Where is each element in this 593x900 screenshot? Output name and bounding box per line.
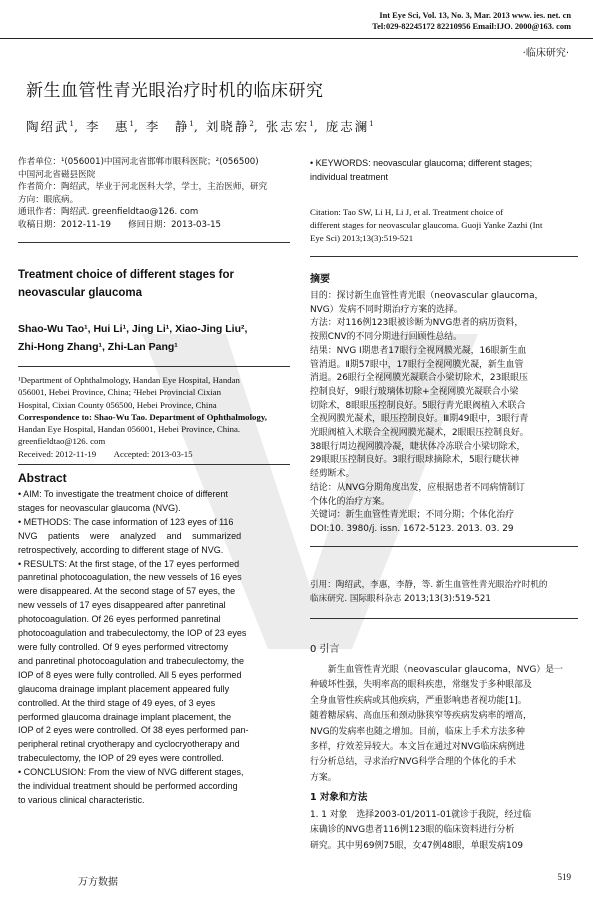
zhaiyao-line: 结论：从NVG分期角度出发，应根据患者不同病情制订 [310,482,525,493]
zhaiyao-line: NVG）发病不同时期治疗方案的选择。 [310,304,463,315]
english-title [18,266,290,302]
en-affil-line: Handan Eye Hospital, Handan 056001, Hebei Province, China. [18,424,241,435]
abstract-line: photocoagulation. Of 26 eyes performed panretinal [18,614,221,625]
intro-line: 种破坏性强，失明率高的眼科疾患，常继发于多种眼部及 [310,680,532,691]
zhaiyao-line: 切除术，8眼眼压控制良好。5眼行青光眼阀植入术联合 [310,400,526,411]
intro-line: NVG的发病率也随之增加。目前，临床上手术方法多种 [310,726,525,737]
zhaiyao-line: 个体化的治疗方案。 [310,496,390,507]
methods-heading: 1 对象和方法 [310,792,368,803]
author-sup: 1 [369,119,374,128]
citation-line: different stages for neovascular glaucoma. Guoji Yanke Zazhi (Int [310,220,543,230]
zhaiyao-line: 控制良好，9眼行玻璃体切除+全视网膜光凝联合小梁 [310,386,519,397]
abstract-line: peripheral retinal cryotherapy and cyclocryotherapy and [18,739,240,750]
author-name: 刘晓静 [205,119,250,134]
intro-body [310,663,578,786]
divider [310,618,578,619]
citation-cn-line: 临床研究. 国际眼科杂志 2013;13(3):519-521 [310,594,491,604]
citation-line: Eye Sci) 2013;13(3):519-521 [310,233,414,243]
divider [18,242,290,243]
zhaiyao-line: 光眼阀植入术联合全视网膜光凝术，2眼眼压控制良好。 [310,428,529,439]
section-tag: ·临床研究· [522,48,569,59]
methods-body [310,808,578,854]
abstract-line: • AIM: To investigate the treatment choice of different [18,489,228,499]
affil-cn-line: 方向：眼底病。 [18,194,79,205]
en-title-line: Treatment choice of different stages for [18,269,234,281]
zhaiyao-body [310,290,578,537]
zhaiyao-heading: 摘要 [310,274,330,285]
intro-heading: 0 引言 [310,644,340,655]
divider [310,546,578,547]
zhaiyao-line: 目的：探讨新生血管性青光眼（neovascular glaucoma， [310,291,544,301]
intro-line: 全身血管性疾病或其他疾病，严重影响患者视功能[1]。 [310,695,527,706]
abstract-line: glaucoma drainage implant placement appeared fully [18,683,230,694]
intro-line: 随着糖尿病、高血压和颈动脉狭窄等疾病发病率的增高， [310,711,532,722]
citation-cn-line: 引用：陶绍武，李惠，李静，等. 新生血管性青光眼治疗时机的 [310,580,548,590]
authors-cn: 陶绍武$^1$, 李 惠$^1$, 李 静$^1$, 刘晓静$^2$, 张志宏$^1$, 庞志澜$^1$ [26,119,374,134]
abstract-line: IOP of 2 eyes were controlled. Of 38 eyes performed pan- [18,725,249,736]
abstract-line: controlled. At the third stage of 49 eyes, of 3 eyes [18,697,216,708]
en-author-line: Shao-Wu Tao¹, Hui Li¹, Jing Li¹, Xiao-Jing Liu², [18,323,248,335]
zhaiyao-line: 方法：对116例123眼被诊断为NVG患者的病历资料， [310,318,524,329]
affil-cn-line: 收稿日期：2012-11-19 修回日期：2013-03-15 [18,219,222,230]
affil-cn-line: 中国河北省磁县医院 [18,169,96,180]
methods-line: 1. 1 对象 选择2003-01/2011-01就诊于我院，经过临 [310,810,532,820]
zhaiyao-line: 29眼眼压控制良好。3眼行眼球摘除术，5眼行睫状神 [310,455,519,466]
abstract-line: performed glaucoma drainage implant placement, the [18,711,232,722]
zhaiyao-line: 消退。26眼行全视网膜光凝联合小梁切除术，23眼眼压 [310,373,528,384]
abstract-line: stages for neovascular glaucoma (NVG). [18,502,181,513]
author-sup: 1 [69,119,74,128]
contact-line: Tel:029-82245172 82210956 Email:IJO. 2000@163. com [372,22,571,31]
abstract-line: • METHODS: The case information of 123 eyes of 116 [18,516,234,527]
citation-cn [310,578,578,606]
en-affil-line: Received: 2012-11-19 Accepted: 2013-03-15 [18,448,193,459]
en-title-line: neovascular glaucoma [18,287,142,299]
abstract-line: retrospectively, according to different stage of NVG. [18,544,224,555]
abstract-body [18,488,290,808]
en-affil-line: ¹Department of Ophthalmology, Handan Eye Hospital, Handan [18,375,240,385]
affiliation-cn [18,156,290,232]
correspondence-line: Correspondence to: Shao-Wu Tao. Department of Ophthalmology, [18,411,267,422]
abstract-line: to various clinical characteristic. [18,794,145,805]
en-author-line: Zhi-Hong Zhang¹, Zhi-Lan Pang¹ [18,341,178,353]
author-sup: 1 [309,119,314,128]
en-affil-line: Hospital, Cixian County 056500, Hebei Province, China [18,399,217,410]
keywords-en [310,157,578,185]
author-name: 庞志澜 [325,119,370,134]
abstract-line: trabeculectomy, the IOP of 29 eyes were controlled. [18,753,224,764]
affil-cn-line: 通讯作者：陶绍武. greenfieldtao@126. com [18,207,199,218]
wanfang-footer: 万方数据 [78,877,118,888]
zhaiyao-line: 管消退。Ⅱ期57眼中，17眼行全视网膜光凝，新生血管 [310,359,524,370]
page-title: 新生血管性青光眼治疗时机的临床研究 [26,81,324,101]
journal-line: Int Eye Sci, Vol. 13, No. 3, Mar. 2013 www. ies. net. cn [379,11,571,20]
zhaiyao-line: 结果：NVG Ⅰ期患者17眼行全视网膜光凝，16眼新生血 [310,345,527,356]
affil-cn-line: 作者单位：¹(056001)中国河北省邯郸市眼科医院；²(056500) [18,157,259,167]
zhaiyao-line: 经剪断术。 [310,469,355,480]
english-authors [18,320,290,356]
doi-line: DOI:10. 3980/j. issn. 1672-5123. 2013. 03. 29 [310,523,514,534]
intro-line: 方案。 [310,772,337,783]
divider [18,366,290,367]
abstract-line: photocoagulation and trabeculectomy, the IOP of 23 eyes [18,628,247,639]
en-affil-line: greenfieldtao@126. com [18,436,106,447]
abstract-line: the individual treatment should be performed according [18,781,238,792]
zhaiyao-line: 全视网膜光凝术，眼压控制良好。Ⅲ期49眼中，3眼行青 [310,414,529,425]
author-name: 李 惠 [85,119,130,134]
header-rule [0,38,593,39]
intro-line: 新生血管性青光眼（neovascular glaucoma，NVG）是一 [310,665,563,675]
intro-line: 多样，疗效差异较大。本文旨在通过对NVG临床病例进 [310,742,525,753]
author-sup: 1 [129,119,134,128]
intro-line: 行分析总结，寻求治疗NVG科学合理的个体化的手术 [310,757,516,768]
english-affiliation [18,374,290,460]
abstract-heading: Abstract [18,471,67,485]
citation-line: Citation: Tao SW, Li H, Li J, et al. Treatment choice of [310,207,504,217]
abstract-line: were fully controlled. Of 9 eyes performed vitrectomy [18,641,229,652]
author-name: 张志宏 [265,119,310,134]
zhaiyao-line: 按照CNV的不同分期进行回顾性总结。 [310,332,463,343]
zhaiyao-line: 38眼行周边视网膜冷凝，睫状体冷冻联合小梁切除术， [310,441,526,452]
abstract-line: panretinal photocoagulation, the new vessels of 16 eyes [18,572,242,583]
abstract-line: NVG patients were analyzed and summarized [18,530,242,541]
methods-line: 床确诊的NVG患者116例123眼的临床资料进行分析 [310,825,515,836]
author-sup: 2 [249,119,254,128]
divider [310,256,578,257]
author-name: 李 静 [145,119,190,134]
abstract-line: IOP of 8 eyes were fully controlled. All 5 eyes performed [18,669,242,680]
keywords-line: individual treatment [310,171,389,182]
abstract-line: and panretinal photocoagulation and trabeculectomy, the [18,655,244,666]
en-affil-line: 056001, Hebei Province, China; ²Hebei Provincial Cixian [18,387,221,398]
divider [18,464,290,465]
affil-cn-line: 作者简介：陶绍武，毕业于河北医科大学，学士，主治医师，研究 [18,182,268,193]
abstract-line: • RESULTS: At the first stage, of the 17 eyes performed [18,558,240,569]
abstract-line: new vessels of 17 eyes disappeared after panretinal [18,600,226,611]
methods-line: 研究。其中男69例75眼，女47例48眼，单眼发病109 [310,840,523,851]
page-number: 519 [557,872,571,882]
author-sup: 1 [189,119,194,128]
zhaiyao-line: 关键词：新生血管性青光眼；不同分期；个体化治疗 [310,510,515,521]
abstract-line: were disappeared. At the second stage of 57 eyes, the [18,586,236,597]
keywords-line: • KEYWORDS: neovascular glaucoma; different stages; [310,158,533,168]
author-name: 陶绍武 [26,119,70,134]
citation-en [310,206,578,245]
abstract-line: • CONCLUSION: From the view of NVG different stages, [18,767,244,778]
journal-header [372,10,571,32]
